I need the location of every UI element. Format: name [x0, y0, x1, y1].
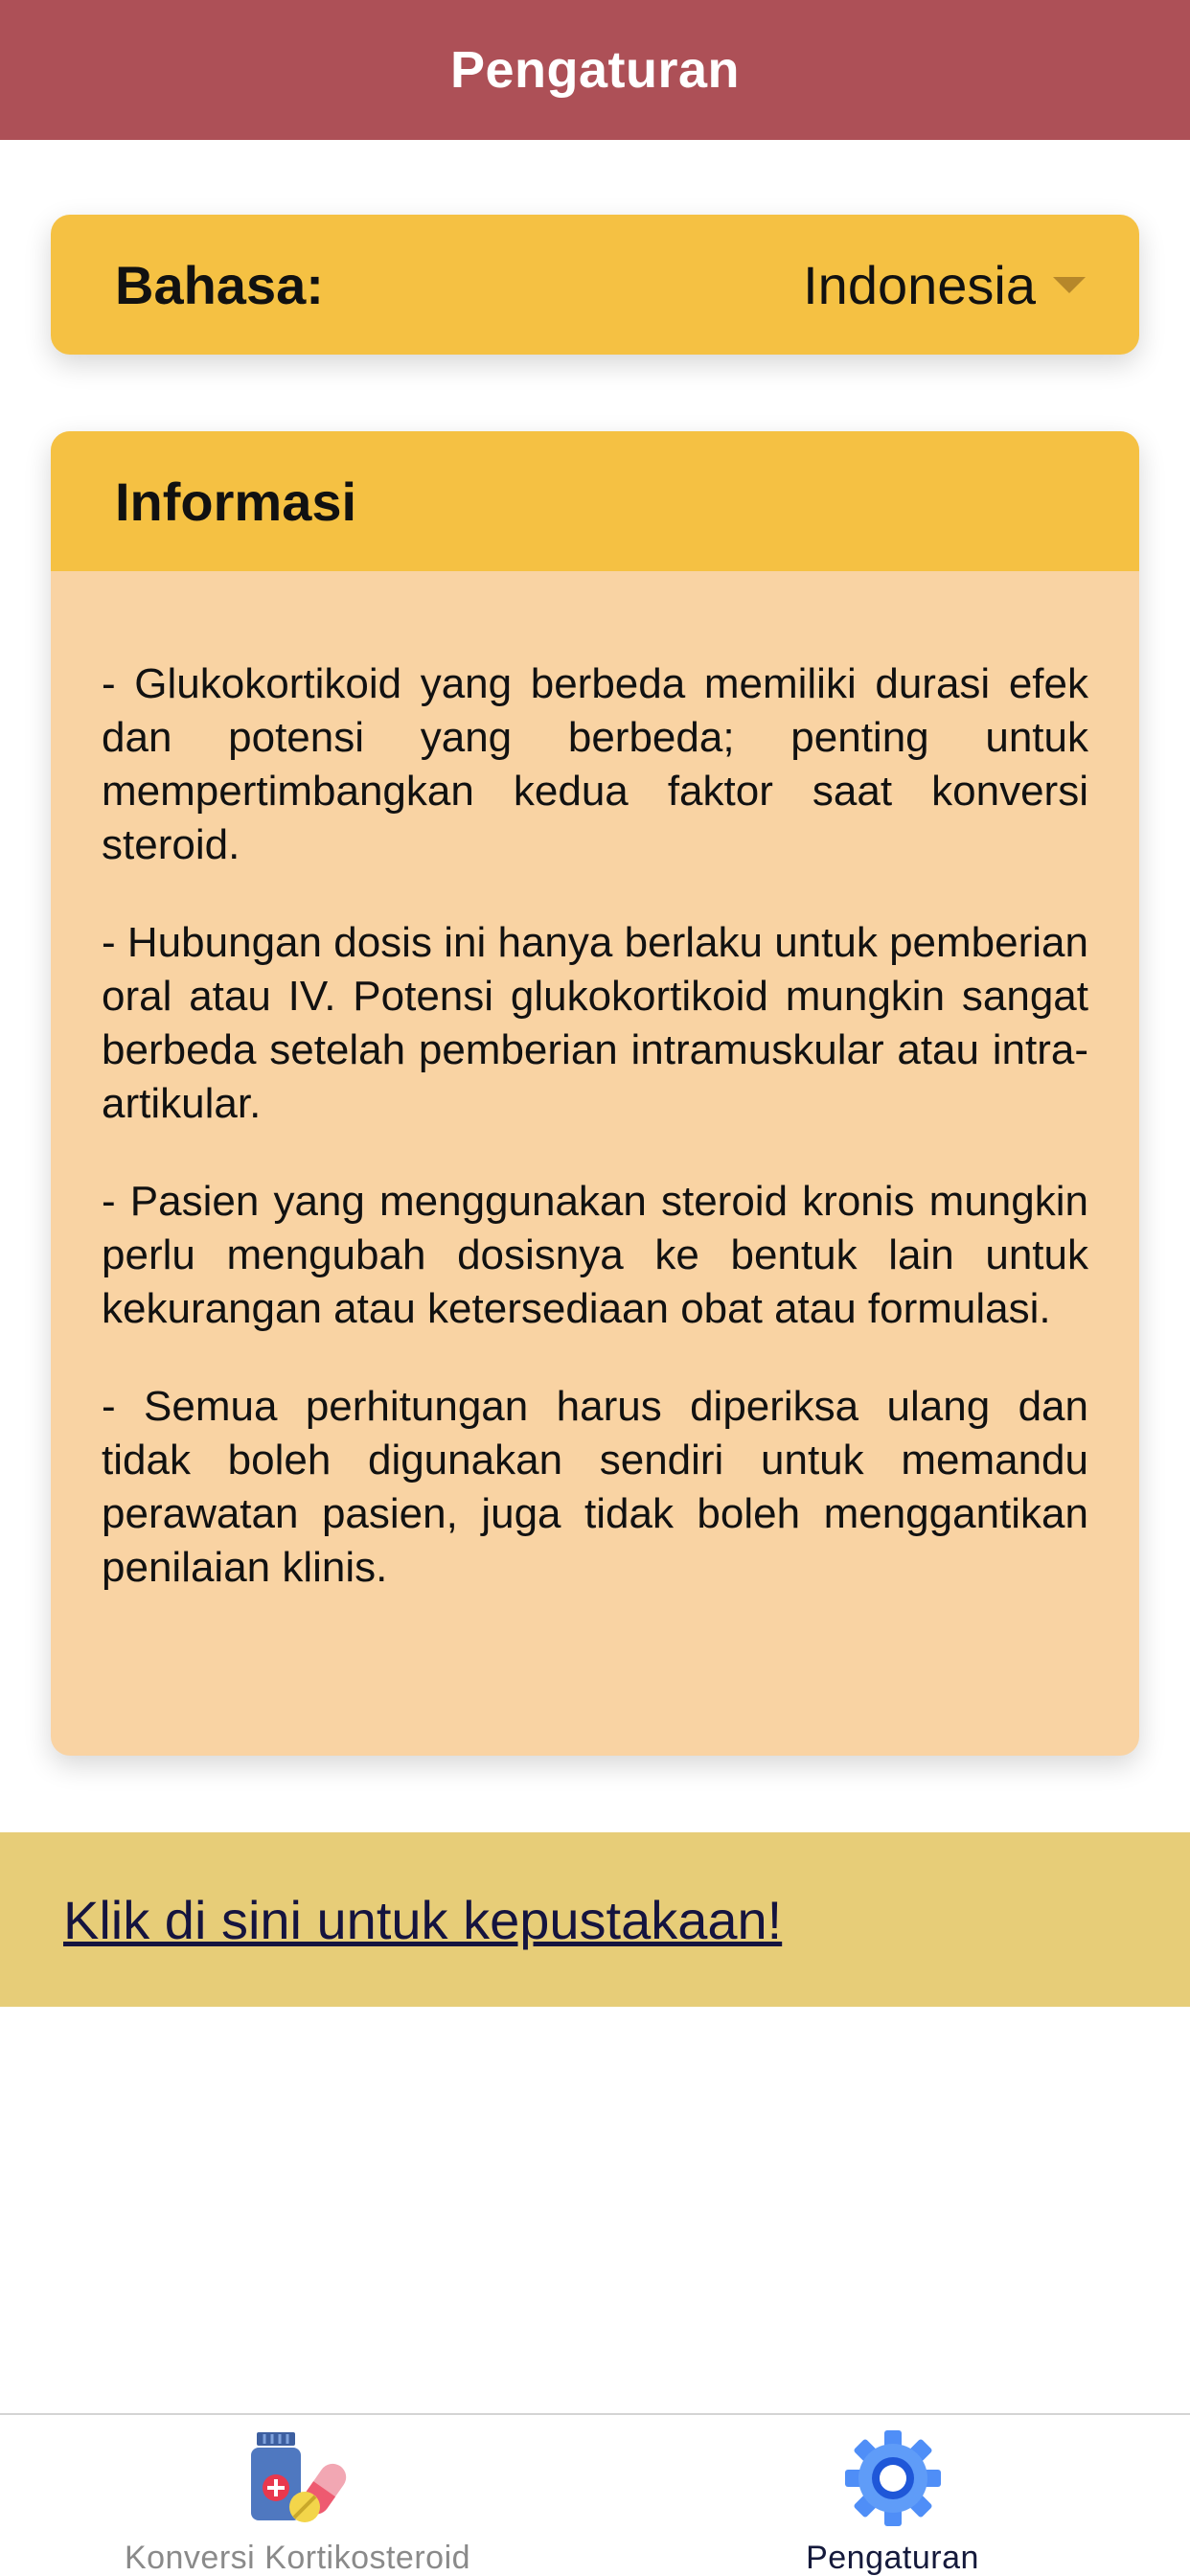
- tab-label: Konversi Kortikosteroid: [124, 2540, 471, 2576]
- info-paragraph: - Pasien yang menggunakan steroid kronis mungkin perlu mengubah dosisnya ke bentuk lain untuk kekurangan atau ketersediaan obat atau formulasi.: [102, 1178, 1088, 1332]
- page-title: Pengaturan: [449, 41, 741, 99]
- language-select[interactable]: [803, 254, 1086, 316]
- info-paragraph: - Hubungan dosis ini hanya berlaku untuk pemberian oral atau IV. Potensi glukokortikoid mungkin sangat berbeda setelah pemberian intramuskular atau intra-artikular.: [102, 919, 1088, 1127]
- language-label: Bahasa:: [115, 254, 324, 315]
- medicine-icon[interactable]: [245, 2430, 351, 2526]
- header-bar: [0, 0, 1190, 140]
- info-header: [51, 431, 1139, 571]
- gear-icon[interactable]: [840, 2430, 946, 2526]
- dropdown-caret-icon[interactable]: [1053, 277, 1086, 293]
- tab-bar: [0, 2413, 1190, 2576]
- tab-konversi-kortikosteroid[interactable]: [0, 2415, 595, 2576]
- info-paragraph: - Glukokortikoid yang berbeda memiliki durasi efek dan potensi yang berbeda; penting untuk mempertimbangkan kedua faktor saat konversi steroid.: [102, 660, 1088, 868]
- library-link[interactable]: Klik di sini untuk kepustakaan!: [63, 1889, 783, 1950]
- info-card: [51, 431, 1139, 1756]
- library-link-banner: [0, 1832, 1190, 2007]
- info-paragraph: - Semua perhitungan harus diperiksa ulang dan tidak boleh digunakan sendiri untuk memandu perawatan pasien, juga tidak boleh menggantikan penilaian klinis.: [102, 1383, 1088, 1591]
- language-card: [51, 215, 1139, 355]
- tab-pengaturan[interactable]: [595, 2415, 1190, 2576]
- info-title: Informasi: [115, 471, 357, 532]
- info-body: [51, 571, 1139, 1595]
- language-value[interactable]: Indonesia: [803, 254, 1036, 315]
- tab-label: Pengaturan: [806, 2540, 979, 2576]
